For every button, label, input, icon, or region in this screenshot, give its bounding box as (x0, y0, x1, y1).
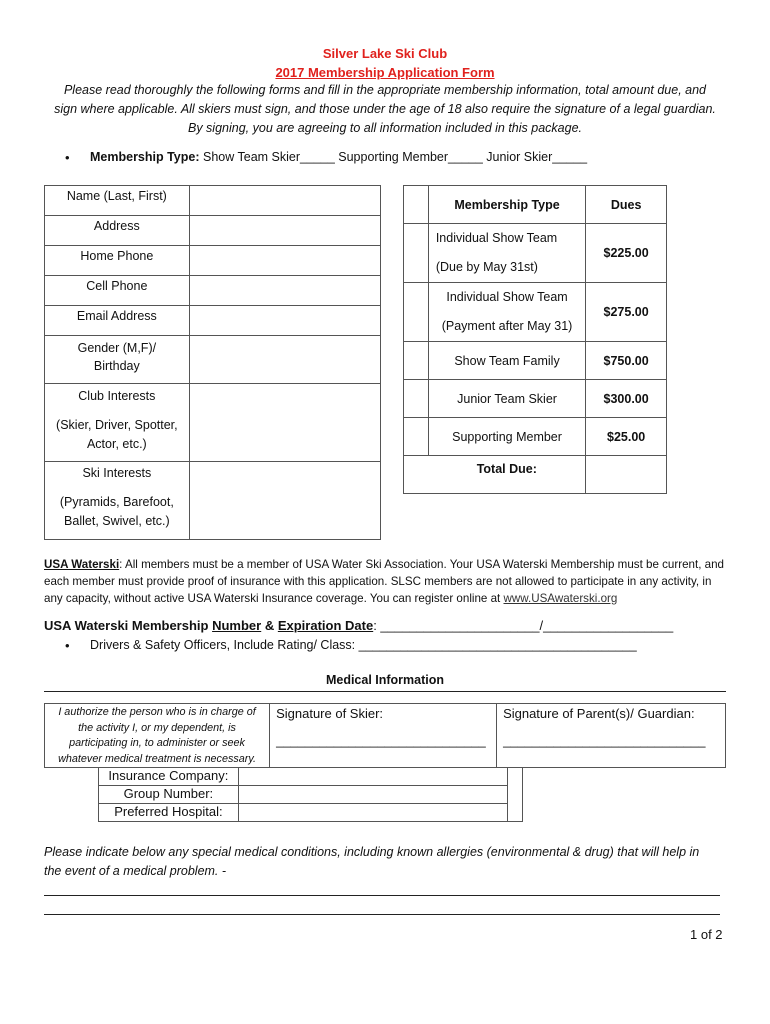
drivers-bullet: • (65, 638, 70, 653)
gender-birthday-input[interactable] (189, 336, 380, 384)
total-due-input[interactable] (586, 456, 667, 494)
select-row-3[interactable] (404, 342, 429, 380)
total-due-label: Total Due: (428, 456, 585, 494)
membership-type-header: Membership Type (428, 186, 585, 224)
email-input[interactable] (189, 306, 380, 336)
conditions-line-2[interactable] (44, 914, 720, 915)
dues-row-5: $25.00 (586, 418, 667, 456)
dues-row-2: $275.00 (586, 283, 667, 342)
membership-row-5: Supporting Member (428, 418, 585, 456)
preferred-hospital-input[interactable] (238, 804, 507, 822)
dues-row-4: $300.00 (586, 380, 667, 418)
authorize-statement: I authorize the person who is in charge of the activity I, or my dependent, is participating in, to administer or seek whatever medical treatment is necessary. (45, 704, 270, 768)
membership-row-4: Junior Team Skier (428, 380, 585, 418)
address-label: Address (45, 216, 190, 246)
total-spacer (404, 456, 429, 494)
group-number-input[interactable] (238, 786, 507, 804)
parent-signature-line[interactable]: ____________________________ (503, 733, 706, 748)
skier-signature-label: Signature of Skier: (276, 706, 384, 721)
club-interests-label: Club Interests (Skier, Driver, Spotter, Actor, etc.) (45, 384, 190, 462)
club-name: Silver Lake Ski Club (322, 46, 448, 61)
name-label: Name (Last, First) (45, 186, 190, 216)
drivers-rating-line[interactable]: Drivers & Safety Officers, Include Rating/ Class: ________________________________________ (90, 638, 637, 652)
usa-waterski-label: USA Waterski (44, 558, 120, 571)
select-row-2[interactable] (404, 283, 429, 342)
home-phone-label: Home Phone (45, 246, 190, 276)
usa-waterski-link[interactable]: www.USAwaterski.org (503, 592, 618, 605)
insurance-company-input[interactable] (238, 768, 507, 786)
dues-header: Dues (586, 186, 667, 224)
page-number: 1 of 2 (690, 927, 723, 942)
ski-interests-input[interactable] (189, 462, 380, 540)
checkbox-header (404, 186, 429, 224)
select-row-1[interactable] (404, 224, 429, 283)
membership-row-2: Individual Show Team (Payment after May 31) (428, 283, 585, 342)
preferred-hospital-label: Preferred Hospital: (99, 804, 239, 822)
medical-title: Medical Information (325, 673, 445, 687)
intro-line-1: Please read thoroughly the following forms and fill in the appropriate membership information, total amount due, and (63, 83, 707, 97)
email-label: Email Address (45, 306, 190, 336)
insurance-side-cell (508, 768, 523, 822)
intro-line-3: By signing, you are agreeing to all information included in this package. (188, 121, 582, 135)
membership-type-line (90, 150, 587, 164)
name-input[interactable] (189, 186, 380, 216)
skier-signature-line[interactable]: _____________________________ (276, 733, 486, 748)
membership-type-options[interactable]: Show Team Skier_____ Supporting Member_____ Junior Skier_____ (203, 150, 588, 164)
cell-phone-input[interactable] (189, 276, 380, 306)
conditions-line-1[interactable] (44, 895, 720, 896)
medical-divider (44, 691, 726, 692)
group-number-label: Group Number: (99, 786, 239, 804)
membership-row-1: Individual Show Team (Due by May 31st) (428, 224, 585, 283)
dues-table (403, 185, 667, 494)
medical-conditions-prompt: Please indicate below any special medical conditions, including known allergies (environmental & drug) that will help in the event of a medical problem. - (44, 845, 700, 878)
signature-table (44, 703, 726, 768)
usa-waterski-paragraph: USA Waterski: All members must be a member of USA Water Ski Association. Your USA Waterski Membership must be current, and each member must provide proof of insurance with this application. SLSC members are not allowed to participate in any activity, in any capacity, without active USA Waterski Insurance coverage. You can register online at www.USAwaterski.org (44, 558, 725, 605)
usa-membership-line[interactable]: USA Waterski Membership Number & Expiration Date: ______________________/__________________ (44, 618, 674, 633)
parent-signature-cell[interactable] (497, 704, 726, 768)
insurance-table (98, 767, 523, 822)
address-input[interactable] (189, 216, 380, 246)
dues-row-3: $750.00 (586, 342, 667, 380)
ski-interests-label: Ski Interests (Pyramids, Barefoot, Ballet, Swivel, etc.) (45, 462, 190, 540)
insurance-company-label: Insurance Company: (99, 768, 239, 786)
dues-row-1: $225.00 (586, 224, 667, 283)
personal-info-table (44, 185, 381, 540)
parent-signature-label: Signature of Parent(s)/ Guardian: (503, 706, 695, 721)
form-title: 2017 Membership Application Form (275, 65, 495, 80)
membership-type-label: Membership Type: (90, 150, 200, 164)
skier-signature-cell[interactable] (270, 704, 497, 768)
select-row-5[interactable] (404, 418, 429, 456)
select-row-4[interactable] (404, 380, 429, 418)
intro-line-2: sign where applicable. All skiers must sign, and those under the age of 18 also require the signature of a legal guardian. (54, 102, 716, 116)
home-phone-input[interactable] (189, 246, 380, 276)
gender-birthday-label: Gender (M,F)/ Birthday (45, 336, 190, 384)
cell-phone-label: Cell Phone (45, 276, 190, 306)
membership-row-3: Show Team Family (428, 342, 585, 380)
membership-type-bullet: • (65, 150, 70, 165)
club-interests-input[interactable] (189, 384, 380, 462)
